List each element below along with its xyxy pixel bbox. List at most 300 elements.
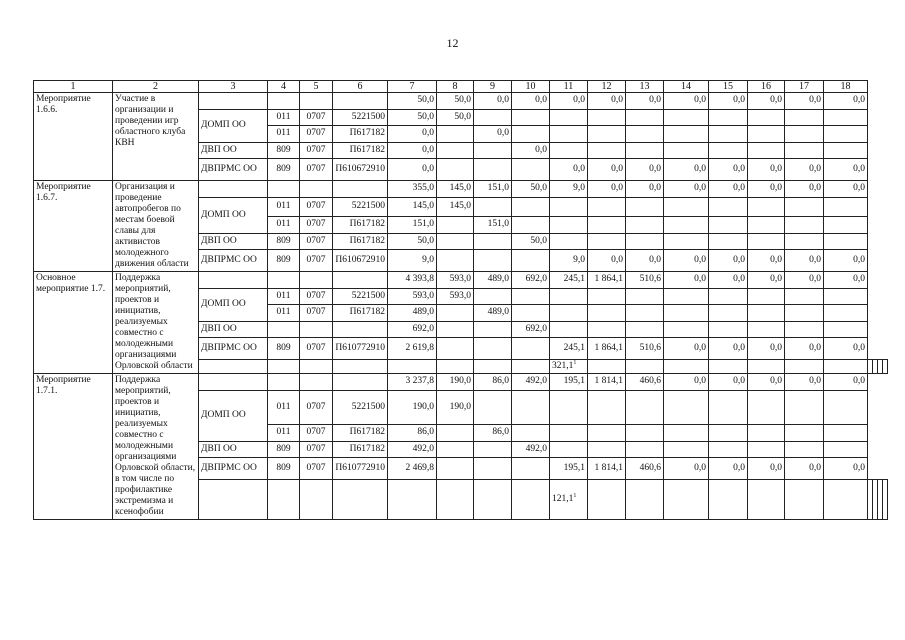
total-value: 0,0 bbox=[824, 181, 868, 198]
amount-value bbox=[824, 305, 868, 322]
amount-value bbox=[550, 441, 588, 458]
budget-code: 011 bbox=[268, 390, 300, 425]
amount-value: 0,0 bbox=[785, 159, 824, 181]
amount-value bbox=[664, 441, 709, 458]
empty-cell bbox=[388, 480, 437, 520]
amount-value bbox=[748, 390, 785, 425]
amount-value bbox=[437, 217, 474, 234]
empty-cell bbox=[300, 360, 333, 374]
amount-value bbox=[474, 233, 512, 250]
amount-value: 0,0 bbox=[748, 458, 785, 480]
header-cell: 9 bbox=[474, 81, 512, 93]
total-value: 0,0 bbox=[626, 181, 664, 198]
amount-value bbox=[824, 425, 868, 442]
amount-value: 492,0 bbox=[388, 441, 437, 458]
total-value: 0,0 bbox=[664, 93, 709, 110]
header-cell: 12 bbox=[588, 81, 626, 93]
amount-value: 0,0 bbox=[626, 159, 664, 181]
total-value: 692,0 bbox=[512, 272, 550, 289]
total-value: 50,0 bbox=[437, 93, 474, 110]
target-code: П617182 bbox=[333, 217, 388, 234]
budget-code: 809 bbox=[268, 233, 300, 250]
target-code: 5221500 bbox=[333, 109, 388, 126]
amount-value bbox=[824, 441, 868, 458]
amount-value bbox=[824, 321, 868, 338]
total-value: 190,0 bbox=[437, 374, 474, 391]
amount-value: 50,0 bbox=[388, 233, 437, 250]
amount-value bbox=[785, 197, 824, 217]
header-cell: 5 bbox=[300, 81, 333, 93]
amount-value: 0,0 bbox=[824, 458, 868, 480]
total-value: 50,0 bbox=[512, 181, 550, 198]
amount-value: 0,0 bbox=[664, 338, 709, 360]
empty-cell bbox=[588, 480, 626, 520]
amount-value bbox=[550, 142, 588, 159]
amount-value bbox=[748, 288, 785, 305]
amount-value bbox=[626, 109, 664, 126]
amount-value bbox=[626, 233, 664, 250]
amount-value bbox=[785, 126, 824, 143]
amount-value bbox=[626, 217, 664, 234]
amount-value bbox=[748, 321, 785, 338]
amount-value bbox=[550, 425, 588, 442]
total-value: 86,0 bbox=[474, 374, 512, 391]
amount-value bbox=[437, 321, 474, 338]
amount-value bbox=[785, 425, 824, 442]
empty-cell bbox=[664, 480, 709, 520]
amount-value bbox=[664, 142, 709, 159]
amount-value bbox=[626, 197, 664, 217]
amount-value bbox=[709, 425, 748, 442]
amount-value: 2 619,8 bbox=[388, 338, 437, 360]
amount-value bbox=[550, 126, 588, 143]
amount-value bbox=[588, 217, 626, 234]
budget-code: 011 bbox=[268, 425, 300, 442]
amount-value: 145,0 bbox=[437, 197, 474, 217]
amount-value bbox=[588, 233, 626, 250]
amount-value bbox=[550, 197, 588, 217]
total-value: 0,0 bbox=[709, 272, 748, 289]
empty-cell bbox=[199, 93, 268, 110]
amount-value: 0,0 bbox=[388, 126, 437, 143]
total-value: 0,0 bbox=[709, 181, 748, 198]
total-value: 50,0 bbox=[388, 93, 437, 110]
empty-cell bbox=[824, 360, 868, 374]
footnote-mark: 1 bbox=[573, 492, 577, 499]
amount-value bbox=[437, 233, 474, 250]
amount-value bbox=[709, 126, 748, 143]
amount-value bbox=[626, 425, 664, 442]
amount-value: 0,0 bbox=[709, 159, 748, 181]
total-value: 0,0 bbox=[748, 181, 785, 198]
amount-value: 0,0 bbox=[824, 338, 868, 360]
amount-value bbox=[626, 288, 664, 305]
empty-cell bbox=[300, 480, 333, 520]
empty-cell bbox=[437, 360, 474, 374]
amount-value bbox=[748, 142, 785, 159]
amount-value: 0,0 bbox=[785, 250, 824, 272]
amount-value bbox=[664, 233, 709, 250]
section-code: 0707 bbox=[300, 305, 333, 322]
target-code: П610672910 bbox=[333, 159, 388, 181]
executor: ДВПРМС ОО bbox=[199, 250, 268, 272]
amount-value bbox=[748, 217, 785, 234]
executor: ДВП ОО bbox=[199, 321, 268, 338]
amount-value bbox=[664, 425, 709, 442]
total-value: 0,0 bbox=[785, 272, 824, 289]
amount-value: 0,0 bbox=[388, 142, 437, 159]
section-code: 0707 bbox=[300, 441, 333, 458]
target-code: П617182 bbox=[333, 441, 388, 458]
amount-value bbox=[785, 109, 824, 126]
header-cell: 7 bbox=[388, 81, 437, 93]
header-cell: 8 bbox=[437, 81, 474, 93]
empty-cell bbox=[588, 360, 626, 374]
section-code: 0707 bbox=[300, 197, 333, 217]
footnote-amount: 121,1 bbox=[552, 494, 574, 504]
empty-cell bbox=[824, 480, 868, 520]
amount-value: 50,0 bbox=[437, 109, 474, 126]
amount-value: 1 814,1 bbox=[588, 458, 626, 480]
amount-value bbox=[437, 305, 474, 322]
amount-value bbox=[626, 321, 664, 338]
amount-value: 151,0 bbox=[474, 217, 512, 234]
empty-cell bbox=[268, 181, 300, 198]
amount-value bbox=[588, 425, 626, 442]
amount-value bbox=[709, 142, 748, 159]
empty-cell bbox=[626, 480, 664, 520]
total-value: 460,6 bbox=[626, 374, 664, 391]
total-value: 0,0 bbox=[709, 374, 748, 391]
amount-value: 151,0 bbox=[388, 217, 437, 234]
total-value: 0,0 bbox=[588, 181, 626, 198]
executor: ДОМП ОО bbox=[199, 109, 268, 142]
budget-code: 809 bbox=[268, 159, 300, 181]
header-cell: 17 bbox=[785, 81, 824, 93]
amount-value bbox=[748, 441, 785, 458]
empty-cell bbox=[268, 93, 300, 110]
total-value: 0,0 bbox=[748, 93, 785, 110]
amount-value: 489,0 bbox=[388, 305, 437, 322]
empty-cell bbox=[199, 360, 268, 374]
total-value: 0,0 bbox=[824, 272, 868, 289]
amount-value bbox=[588, 390, 626, 425]
activity-name: Основное мероприятие 1.7. bbox=[34, 272, 113, 374]
amount-value bbox=[664, 197, 709, 217]
total-value: 4 393,8 bbox=[388, 272, 437, 289]
activity-name: Мероприятие 1.7.1. bbox=[34, 374, 113, 520]
amount-value bbox=[474, 288, 512, 305]
amount-value bbox=[824, 233, 868, 250]
amount-value: 245,1 bbox=[550, 338, 588, 360]
amount-value: 145,0 bbox=[388, 197, 437, 217]
amount-value: 1 864,1 bbox=[588, 338, 626, 360]
section-code: 0707 bbox=[300, 142, 333, 159]
total-value: 355,0 bbox=[388, 181, 437, 198]
total-value: 0,0 bbox=[785, 374, 824, 391]
table-row bbox=[34, 374, 888, 391]
footnote-amount: 321,1 bbox=[552, 361, 574, 371]
amount-value: 0,0 bbox=[588, 250, 626, 272]
budget-code: 011 bbox=[268, 197, 300, 217]
amount-value bbox=[626, 390, 664, 425]
amount-value bbox=[664, 126, 709, 143]
budget-table bbox=[33, 80, 888, 520]
section-code: 0707 bbox=[300, 425, 333, 442]
amount-value bbox=[748, 305, 785, 322]
activity-description: Организация и проведение автопробегов по местам боевой славы для активистов молодежного движения области bbox=[113, 181, 199, 272]
header-row bbox=[34, 81, 888, 93]
amount-value: 2 469,8 bbox=[388, 458, 437, 480]
amount-value bbox=[588, 109, 626, 126]
amount-value: 0,0 bbox=[550, 159, 588, 181]
amount-value bbox=[709, 197, 748, 217]
total-value: 0,0 bbox=[626, 93, 664, 110]
total-value: 1 814,1 bbox=[588, 374, 626, 391]
amount-value bbox=[626, 142, 664, 159]
amount-value bbox=[588, 126, 626, 143]
total-value: 145,0 bbox=[437, 181, 474, 198]
header-cell: 13 bbox=[626, 81, 664, 93]
total-value: 0,0 bbox=[748, 272, 785, 289]
empty-cell bbox=[748, 480, 785, 520]
executor: ДОМП ОО bbox=[199, 390, 268, 441]
total-value: 489,0 bbox=[474, 272, 512, 289]
activity-description: Участие в организации и проведении игр областного клуба КВН bbox=[113, 93, 199, 181]
amount-value bbox=[709, 321, 748, 338]
section-code: 0707 bbox=[300, 250, 333, 272]
empty-cell bbox=[512, 480, 550, 520]
amount-value bbox=[824, 390, 868, 425]
header-cell: 10 bbox=[512, 81, 550, 93]
amount-value: 86,0 bbox=[388, 425, 437, 442]
header-cell: 1 bbox=[34, 81, 113, 93]
amount-value bbox=[785, 441, 824, 458]
amount-value: 0,0 bbox=[512, 142, 550, 159]
empty-cell bbox=[748, 360, 785, 374]
amount-value: 190,0 bbox=[388, 390, 437, 425]
total-value: 0,0 bbox=[512, 93, 550, 110]
executor: ДВП ОО bbox=[199, 233, 268, 250]
header-cell: 14 bbox=[664, 81, 709, 93]
total-value: 510,6 bbox=[626, 272, 664, 289]
target-code: П610772910 bbox=[333, 338, 388, 360]
total-value: 151,0 bbox=[474, 181, 512, 198]
section-code: 0707 bbox=[300, 390, 333, 425]
header-cell: 15 bbox=[709, 81, 748, 93]
amount-value: 0,0 bbox=[388, 159, 437, 181]
table-row bbox=[34, 181, 888, 198]
amount-value: 0,0 bbox=[824, 159, 868, 181]
target-code: 5221500 bbox=[333, 197, 388, 217]
amount-value bbox=[748, 109, 785, 126]
amount-value: 460,6 bbox=[626, 458, 664, 480]
total-value: 0,0 bbox=[748, 374, 785, 391]
amount-value bbox=[709, 217, 748, 234]
budget-code: 011 bbox=[268, 305, 300, 322]
amount-value: 593,0 bbox=[388, 288, 437, 305]
section-code bbox=[300, 321, 333, 338]
amount-value bbox=[785, 305, 824, 322]
amount-value: 492,0 bbox=[512, 441, 550, 458]
table-row bbox=[34, 93, 888, 110]
amount-value bbox=[437, 159, 474, 181]
amount-value bbox=[785, 217, 824, 234]
amount-value: 0,0 bbox=[474, 126, 512, 143]
amount-value bbox=[664, 109, 709, 126]
empty-cell bbox=[333, 360, 388, 374]
amount-value bbox=[512, 217, 550, 234]
amount-value: 489,0 bbox=[474, 305, 512, 322]
amount-value bbox=[512, 338, 550, 360]
total-value: 0,0 bbox=[588, 93, 626, 110]
amount-value: 195,1 bbox=[550, 458, 588, 480]
empty-cell bbox=[268, 374, 300, 391]
target-code: П610672910 bbox=[333, 250, 388, 272]
amount-value bbox=[785, 321, 824, 338]
header-cell: 11 bbox=[550, 81, 588, 93]
budget-code: 809 bbox=[268, 441, 300, 458]
empty-cell bbox=[709, 360, 748, 374]
amount-value: 0,0 bbox=[748, 159, 785, 181]
activity-description: Поддержка мероприятий, проектов и инициатив, реализуемых совместно с молодежными организациями Орловской области bbox=[113, 272, 199, 374]
amount-value: 0,0 bbox=[709, 458, 748, 480]
table-row bbox=[34, 272, 888, 289]
empty-cell bbox=[300, 374, 333, 391]
empty-cell bbox=[333, 93, 388, 110]
amount-value bbox=[437, 441, 474, 458]
amount-value bbox=[512, 425, 550, 442]
amount-value bbox=[824, 217, 868, 234]
amount-value: 0,0 bbox=[748, 250, 785, 272]
amount-value: 692,0 bbox=[388, 321, 437, 338]
amount-value bbox=[664, 217, 709, 234]
amount-value bbox=[437, 458, 474, 480]
empty-cell bbox=[199, 374, 268, 391]
target-code: П617182 bbox=[333, 142, 388, 159]
amount-value bbox=[437, 425, 474, 442]
activity-name: Мероприятие 1.6.6. bbox=[34, 93, 113, 181]
amount-value: 0,0 bbox=[588, 159, 626, 181]
amount-value bbox=[512, 390, 550, 425]
amount-value bbox=[709, 390, 748, 425]
amount-value bbox=[512, 458, 550, 480]
empty-cell bbox=[785, 480, 824, 520]
amount-value: 0,0 bbox=[664, 250, 709, 272]
executor: ДВП ОО bbox=[199, 142, 268, 159]
amount-value: 0,0 bbox=[626, 250, 664, 272]
amount-value bbox=[664, 288, 709, 305]
empty-cell bbox=[388, 360, 437, 374]
executor: ДВП ОО bbox=[199, 441, 268, 458]
amount-value bbox=[588, 288, 626, 305]
total-value: 3 237,8 bbox=[388, 374, 437, 391]
header-cell: 6 bbox=[333, 81, 388, 93]
amount-value: 9,0 bbox=[550, 250, 588, 272]
footnote-mark: 1 bbox=[573, 359, 577, 366]
amount-value bbox=[474, 250, 512, 272]
empty-cell bbox=[333, 480, 388, 520]
amount-value bbox=[474, 441, 512, 458]
target-code: П617182 bbox=[333, 425, 388, 442]
empty-cell bbox=[437, 480, 474, 520]
amount-value bbox=[626, 305, 664, 322]
amount-value bbox=[588, 142, 626, 159]
amount-value bbox=[512, 197, 550, 217]
amount-value bbox=[748, 233, 785, 250]
target-code: 5221500 bbox=[333, 288, 388, 305]
target-code: П617182 bbox=[333, 305, 388, 322]
amount-value bbox=[785, 233, 824, 250]
empty-cell bbox=[268, 480, 300, 520]
total-value: 0,0 bbox=[550, 93, 588, 110]
amount-value bbox=[512, 126, 550, 143]
total-value: 0,0 bbox=[709, 93, 748, 110]
empty-cell bbox=[333, 272, 388, 289]
amount-value bbox=[785, 390, 824, 425]
header-cell: 3 bbox=[199, 81, 268, 93]
amount-value bbox=[748, 425, 785, 442]
amount-value bbox=[709, 441, 748, 458]
section-code: 0707 bbox=[300, 217, 333, 234]
amount-value bbox=[550, 321, 588, 338]
total-value: 0,0 bbox=[474, 93, 512, 110]
amount-value bbox=[550, 233, 588, 250]
amount-value bbox=[626, 126, 664, 143]
empty-cell bbox=[300, 93, 333, 110]
executor: ДВПРМС ОО bbox=[199, 338, 268, 360]
amount-value bbox=[709, 109, 748, 126]
amount-value bbox=[588, 305, 626, 322]
empty-cell bbox=[474, 360, 512, 374]
total-value: 0,0 bbox=[785, 181, 824, 198]
empty-cell bbox=[474, 480, 512, 520]
amount-value bbox=[512, 250, 550, 272]
target-code: П617182 bbox=[333, 126, 388, 143]
amount-value: 0,0 bbox=[709, 338, 748, 360]
amount-value bbox=[588, 197, 626, 217]
amount-value bbox=[824, 126, 868, 143]
section-code: 0707 bbox=[300, 233, 333, 250]
target-code: П617182 bbox=[333, 233, 388, 250]
amount-value bbox=[437, 338, 474, 360]
total-value: 0,0 bbox=[824, 93, 868, 110]
amount-value: 0,0 bbox=[824, 250, 868, 272]
amount-value bbox=[588, 321, 626, 338]
budget-code: 809 bbox=[268, 142, 300, 159]
amount-value bbox=[474, 197, 512, 217]
empty-cell bbox=[199, 181, 268, 198]
total-value: 9,0 bbox=[550, 181, 588, 198]
amount-value bbox=[474, 109, 512, 126]
amount-value bbox=[512, 159, 550, 181]
empty-cell bbox=[333, 374, 388, 391]
budget-code: 809 bbox=[268, 458, 300, 480]
amount-value bbox=[664, 305, 709, 322]
empty-cell bbox=[883, 480, 888, 520]
section-code: 0707 bbox=[300, 126, 333, 143]
total-value: 492,0 bbox=[512, 374, 550, 391]
empty-cell bbox=[709, 480, 748, 520]
executor: ДВПРМС ОО bbox=[199, 159, 268, 181]
amount-value: 0,0 bbox=[785, 338, 824, 360]
amount-value bbox=[824, 109, 868, 126]
empty-cell bbox=[199, 480, 268, 520]
amount-value bbox=[474, 142, 512, 159]
section-code: 0707 bbox=[300, 288, 333, 305]
empty-cell bbox=[268, 272, 300, 289]
budget-code: 011 bbox=[268, 288, 300, 305]
